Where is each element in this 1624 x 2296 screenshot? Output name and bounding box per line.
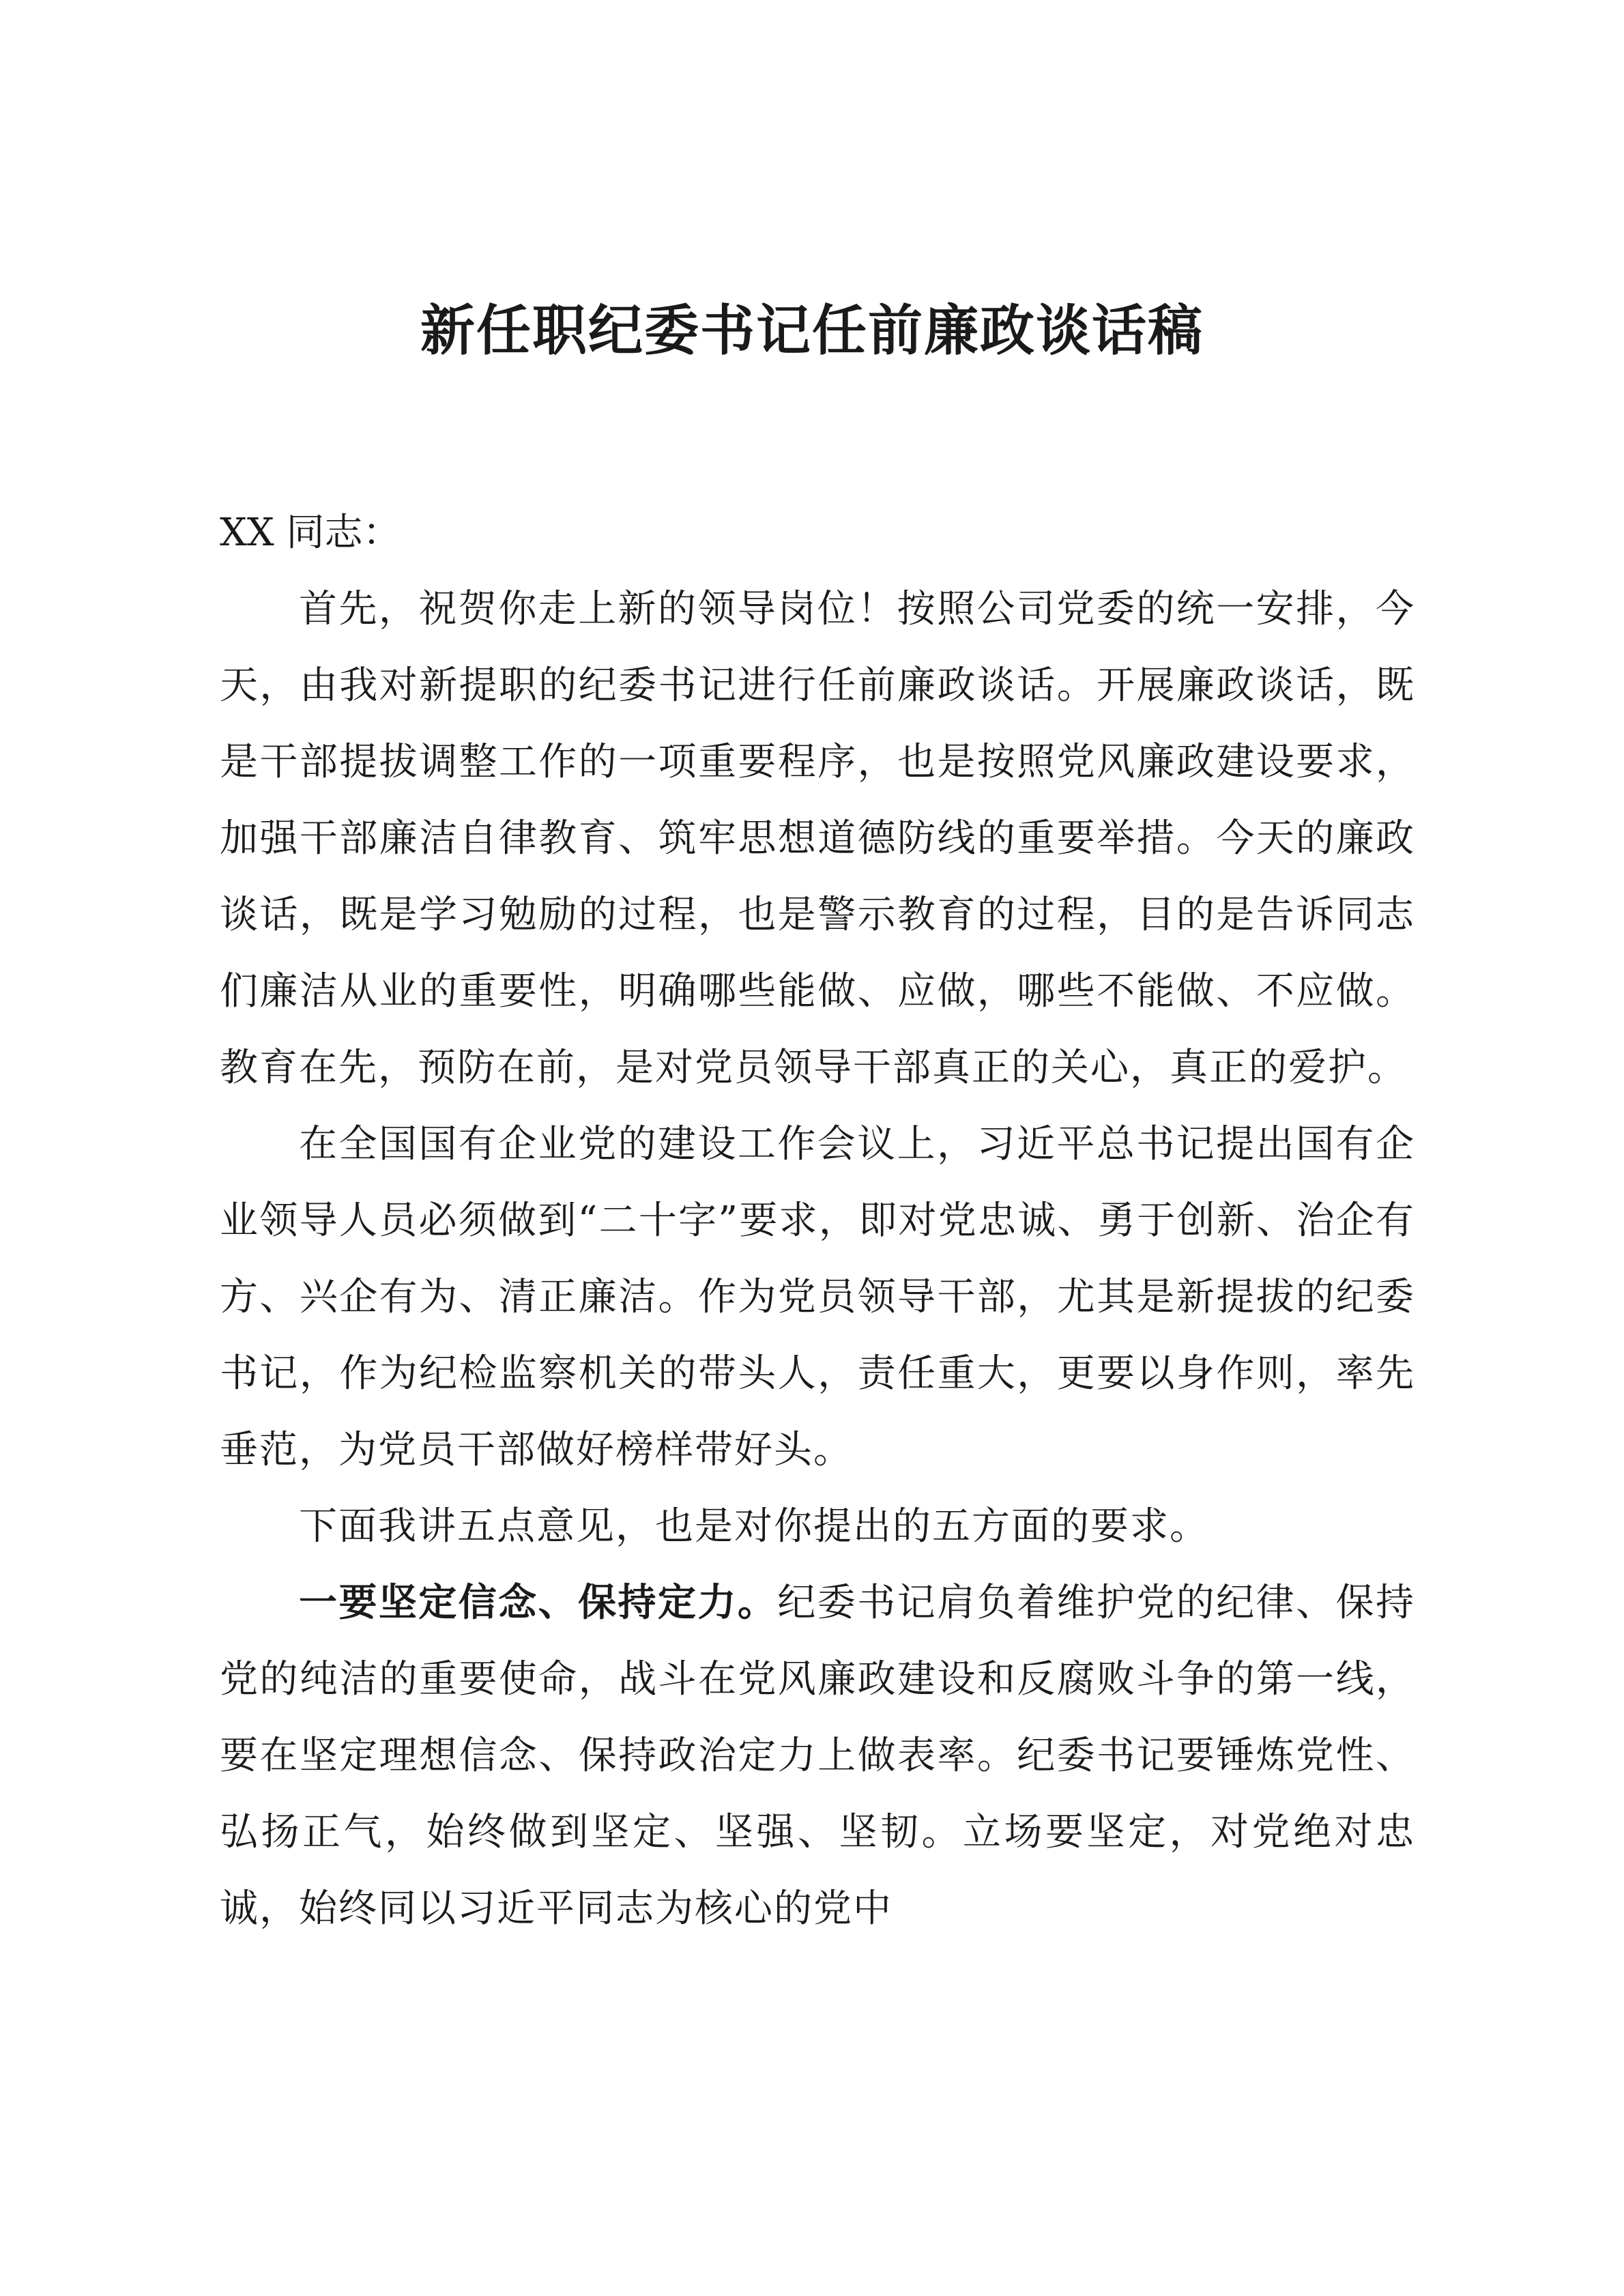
paragraph-lead-heading: 一要坚定信念、保持定力。	[299, 1581, 778, 1625]
document-title: 新任职纪委书记任前廉政谈话稿	[420, 299, 1204, 362]
paragraph-five-points-intro	[220, 1489, 1415, 1565]
salutation: XX 同志：	[220, 511, 401, 555]
paragraph-text: 下面我讲五点意见，也是对你提出的五方面的要求。	[299, 1504, 1209, 1549]
paragraph-twenty-character-requirement	[220, 1106, 1415, 1489]
paragraph-congratulation	[220, 571, 1415, 1106]
document-body	[220, 495, 1415, 1947]
paragraph-text: 纪委书记肩负着维护党的纪律、保持党的纯洁的重要使命，战斗在党风廉政建设和反腐败斗争的第一线，要在坚定理想信念、保持政治定力上做表率。纪委书记要锤炼党性、弘扬正气，始终做到坚定、坚强、坚韧。立场要坚定，对党绝对忠诚，始终同以习近平同志为核心的党中	[220, 1581, 1416, 1931]
paragraph-text: 首先，祝贺你走上新的领导岗位！按照公司党委的统一安排，今天，由我对新提职的纪委书记进行任前廉政谈话。开展廉政谈话，既是干部提拔调整工作的一项重要程序，也是按照党风廉政建设要求，加强干部廉洁自律教育、筑牢思想道德防线的重要举措。今天的廉政谈话，既是学习勉励的过程，也是警示教育的过程，目的是告诉同志们廉洁从业的重要性，明确哪些能做、应做，哪些不能做、不应做。教育在先，预防在前，是对党员领导干部真正的关心，真正的爱护。	[220, 587, 1415, 1090]
paragraph-point-one	[220, 1565, 1415, 1947]
paragraph-text: 在全国国有企业党的建设工作会议上，习近平总书记提出国有企业领导人员必须做到“二十字”要求，即对党忠诚、勇于创新、治企有方、兴企有为、清正廉洁。作为党员领导干部，尤其是新提拔的纪委书记，作为纪检监察机关的带头人，责任重大，更要以身作则，率先垂范，为党员干部做好榜样带好头。	[220, 1122, 1415, 1472]
